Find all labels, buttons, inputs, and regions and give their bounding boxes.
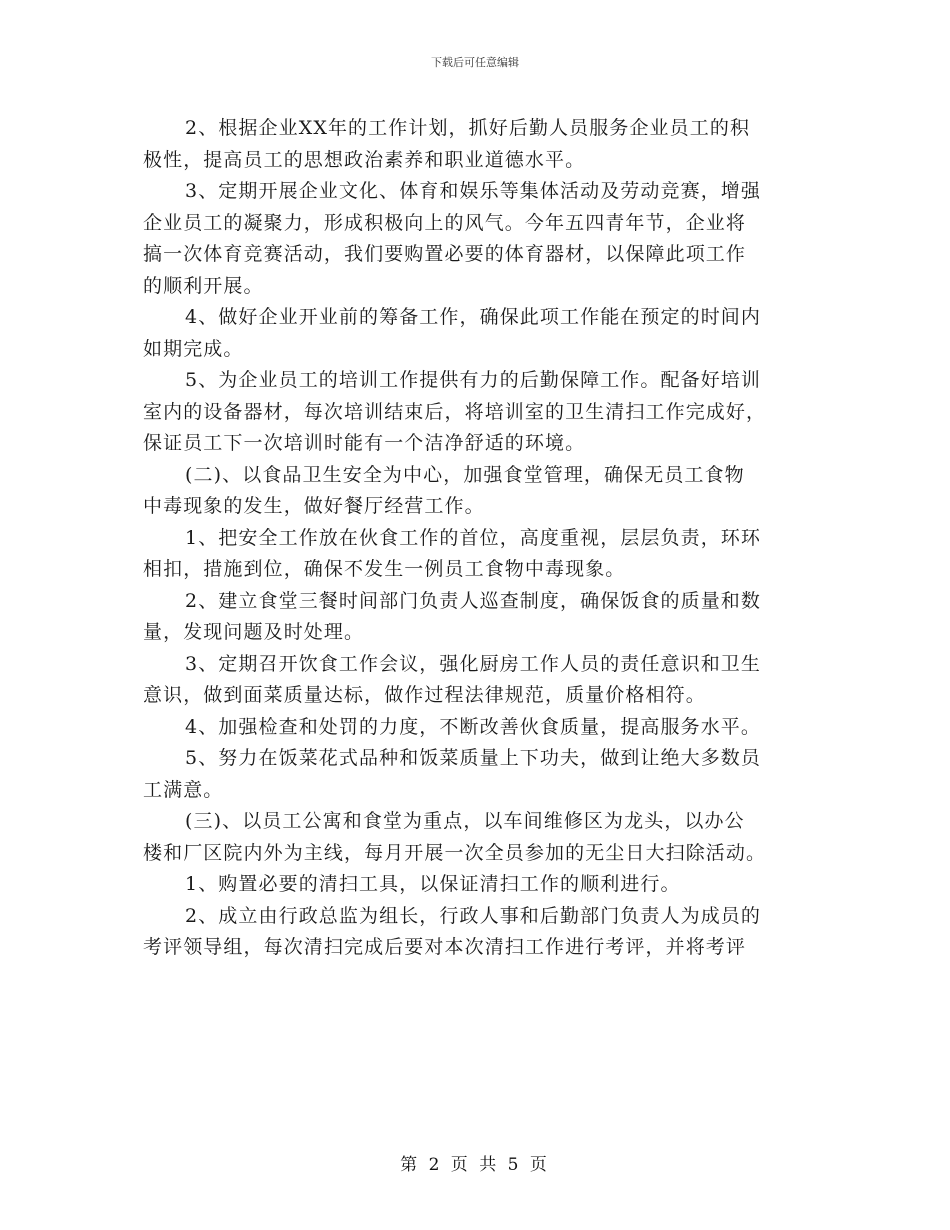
page-number: 第 2 页 共 5 页	[400, 1155, 550, 1175]
document-body	[143, 113, 807, 964]
paragraph	[143, 712, 807, 744]
text-line: (三)、以员工公寓和食堂为重点，以车间维修区为龙头，以办公	[185, 810, 745, 832]
text-line: (二)、以食品卫生安全为中心，加强食堂管理，确保无员工食物	[185, 463, 745, 486]
text-line: 5、为企业员工的培训工作提供有力的后勤保障工作。配备好培训	[185, 369, 761, 391]
text-line: 保证员工下一次培训时能有一个洁净舒适的环境。	[143, 432, 586, 454]
paragraph	[143, 806, 807, 869]
text-line: 的顺利开展。	[143, 274, 264, 297]
text-line: 考评领导组，每次清扫完成后要对本次清扫工作进行考评，并将考评	[143, 936, 747, 958]
text-line: 1、购置必要的清扫工具，以保证清扫工作的顺利进行。	[185, 873, 681, 895]
text-line: 极性，提高员工的思想政治素养和职业道德水平。	[143, 148, 586, 171]
paragraph	[143, 113, 807, 176]
paragraph	[143, 586, 807, 649]
text-line: 量，发现问题及时处理。	[143, 621, 365, 643]
text-line: 如期完成。	[143, 337, 244, 360]
paragraph	[143, 302, 807, 365]
paragraph	[143, 460, 807, 523]
text-line: 2、建立食堂三餐时间部门负责人巡查制度，确保饭食的质量和数	[185, 589, 761, 612]
text-line: 楼和厂区院内外为主线，每月开展一次全员参加的无尘日大扫除活动。	[143, 841, 767, 864]
text-line: 中毒现象的发生，做好餐厅经营工作。	[143, 495, 485, 517]
text-line: 2、根据企业XX年的工作计划，抓好后勤人员服务企业员工的积	[185, 117, 751, 139]
text-line: 3、定期召开饮食工作会议，强化厨房工作人员的责任意识和卫生	[185, 652, 761, 675]
paragraph	[143, 901, 807, 964]
paragraph	[143, 523, 807, 586]
paragraph	[143, 869, 807, 901]
paragraph	[143, 649, 807, 712]
text-line: 4、做好企业开业前的筹备工作，确保此项工作能在预定的时间内	[185, 306, 761, 328]
page-header: 下载后可任意编辑	[431, 56, 519, 69]
text-line: 工满意。	[143, 778, 224, 801]
text-line: 1、把安全工作放在伙食工作的首位，高度重视，层层负责，环环	[185, 526, 761, 549]
text-line: 室内的设备器材，每次培训结束后，将培训室的卫生清扫工作完成好，	[143, 400, 767, 423]
paragraph	[143, 743, 807, 806]
text-line: 企业员工的凝聚力，形成积极向上的风气。今年五四青年节，企业将	[143, 211, 747, 234]
paragraph	[143, 365, 807, 460]
text-line: 搞一次体育竞赛活动，我们要购置必要的体育器材，以保障此项工作	[143, 243, 747, 265]
text-line: 5、努力在饭菜花式品种和饭菜质量上下功夫，做到让绝大多数员	[185, 747, 761, 769]
text-line: 意识，做到面菜质量达标，做作过程法律规范，质量价格相符。	[143, 684, 706, 706]
text-line: 3、定期开展企业文化、体育和娱乐等集体活动及劳动竞赛，增强	[185, 180, 761, 202]
text-line: 2、成立由行政总监为组长，行政人事和后勤部门负责人为成员的	[185, 904, 761, 927]
text-line: 4、加强检查和处罚的力度，不断改善伙食质量，提高服务水平。	[185, 715, 761, 738]
text-line: 相扣，措施到位，确保不发生一例员工食物中毒现象。	[143, 558, 626, 580]
paragraph	[143, 176, 807, 302]
